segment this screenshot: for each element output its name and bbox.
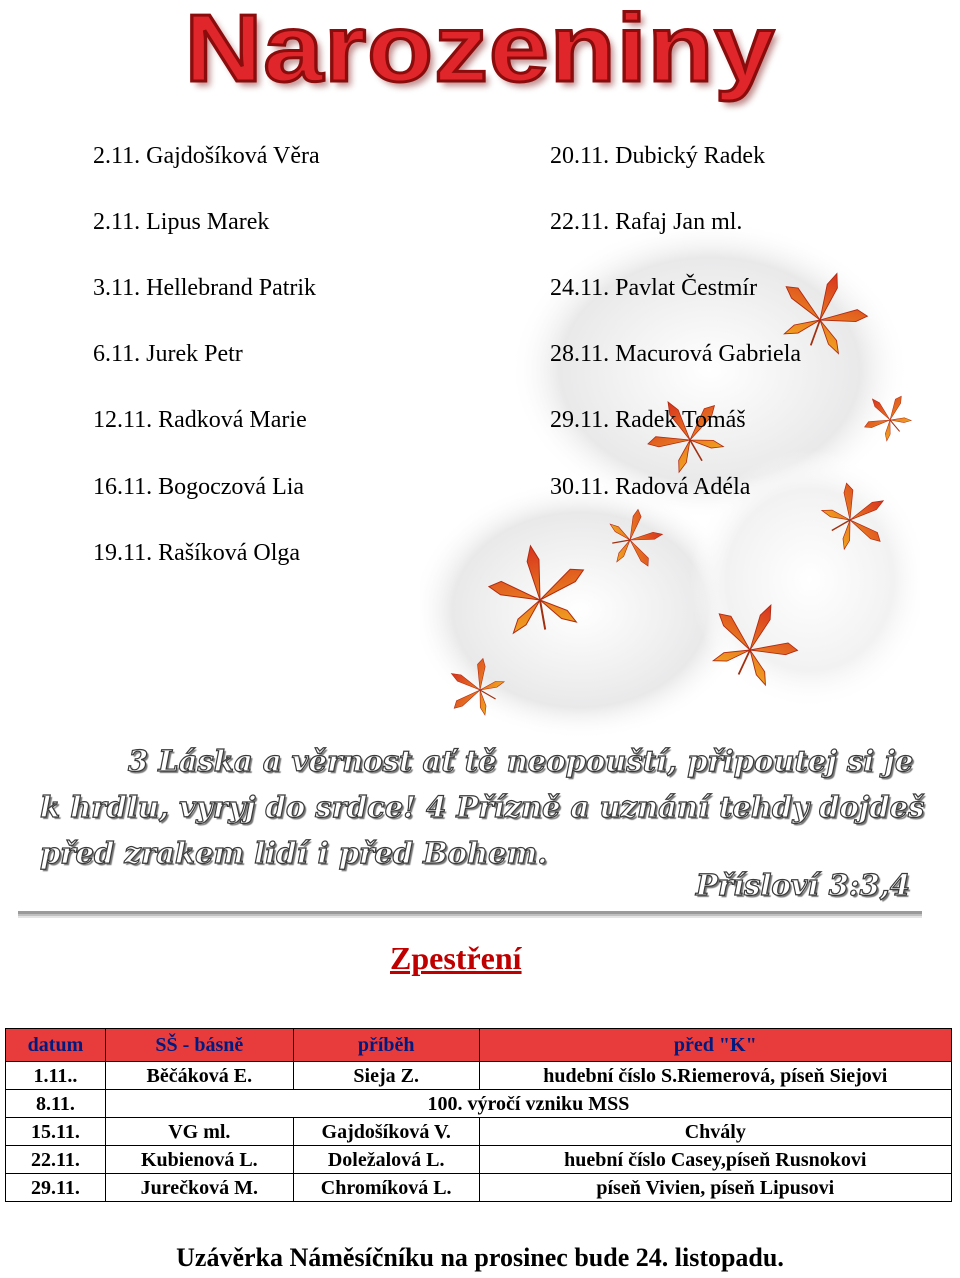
footer-note: Uzávěrka Náměsíčníku na prosinec bude 24. listopadu.: [176, 1243, 784, 1272]
section-title: Zpestření: [390, 940, 522, 976]
cell-poem: Kubienová L.: [105, 1146, 293, 1174]
quote-reference: Přísloví 3:3,4: [695, 868, 910, 902]
cell-poem: Běčáková E.: [105, 1062, 293, 1090]
cell-before-k: píseň Vivien, píseň Lipusovi: [479, 1174, 951, 1202]
table-row: [6, 1090, 952, 1118]
cell-date: 22.11.: [6, 1146, 106, 1174]
cell-merged: 100. výročí vzniku MSS: [105, 1090, 951, 1118]
cell-story: Doležalová L.: [293, 1146, 479, 1174]
birthday-entry: 16.11. Bogoczová Lia: [93, 474, 305, 500]
birthday-entry: 2.11. Lipus Marek: [93, 209, 270, 235]
cell-before-k: hudební číslo S.Riemerová, píseň Siejovi: [479, 1062, 951, 1090]
birthday-entry: 3.11. Hellebrand Patrik: [93, 275, 317, 301]
birthday-entry: 22.11. Rafaj Jan ml.: [550, 209, 743, 235]
birthday-entry: 12.11. Radková Marie: [93, 407, 307, 433]
birthday-entry: 24.11. Pavlat Čestmír: [550, 275, 758, 301]
schedule-table: [5, 1028, 952, 1202]
cell-story: Gajdošíková V.: [293, 1118, 479, 1146]
table-row: [6, 1174, 952, 1202]
birthday-entry: 29.11. Radek Tomáš: [550, 407, 746, 433]
column-header-before-k: před "K": [479, 1029, 951, 1062]
cell-poem: VG ml.: [105, 1118, 293, 1146]
column-header-story: příběh: [293, 1029, 479, 1062]
table-row: [6, 1146, 952, 1174]
cell-before-k: huební číslo Casey,píseň Rusnokovi: [479, 1146, 951, 1174]
cell-date: 15.11.: [6, 1118, 106, 1146]
column-header-poems: SŠ - básně: [105, 1029, 293, 1062]
bible-quote: [40, 738, 940, 876]
cell-date: 29.11.: [6, 1174, 106, 1202]
cell-date: 1.11..: [6, 1062, 106, 1090]
birthday-entry: 28.11. Macurová Gabriela: [550, 341, 802, 367]
cell-date: 8.11.: [6, 1090, 106, 1118]
cell-story: Chromíková L.: [293, 1174, 479, 1202]
birthday-entry: 6.11. Jurek Petr: [93, 341, 243, 367]
cell-before-k: Chvály: [479, 1118, 951, 1146]
birthday-entry: 30.11. Radová Adéla: [550, 474, 751, 500]
cell-poem: Jurečková M.: [105, 1174, 293, 1202]
table-row: [6, 1062, 952, 1090]
table-header-row: [6, 1029, 952, 1062]
quote-text: 3 Láska a věrnost ať tě neopouští, připoutej si je k hrdlu, vyryj do srdce! 4 Přízně a uznání tehdy dojdeš před zrakem lidí i před Bohem.: [40, 744, 925, 870]
column-header-date: datum: [6, 1029, 106, 1062]
birthday-entry: 20.11. Dubický Radek: [550, 143, 766, 169]
divider: [18, 911, 922, 916]
table-row: [6, 1118, 952, 1146]
page-title: Narozeniny: [184, 0, 776, 102]
cell-story: Sieja Z.: [293, 1062, 479, 1090]
birthday-entry: 2.11. Gajdošíková Věra: [93, 143, 320, 169]
birthday-entry: 19.11. Rašíková Olga: [93, 540, 301, 566]
